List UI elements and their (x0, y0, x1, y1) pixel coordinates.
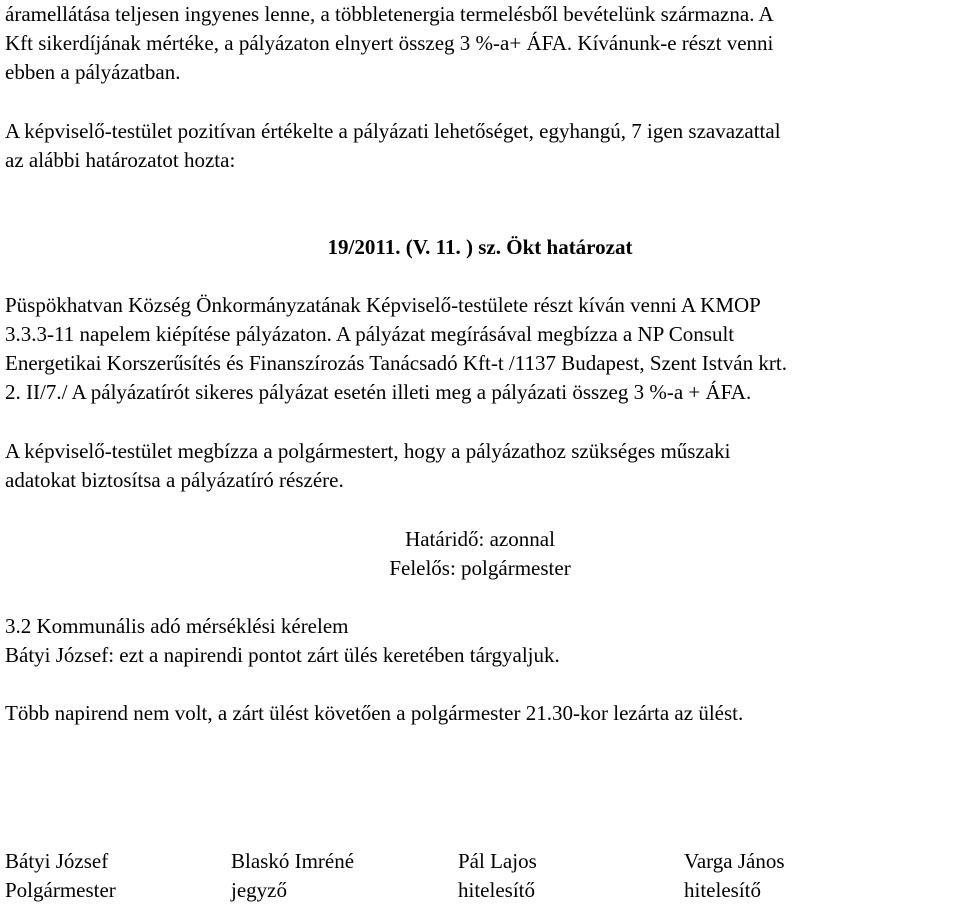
closing-sentence: Több napirend nem volt, a zárt ülést követően a polgármester 21.30-kor lezárta az ülést. (5, 701, 744, 725)
signature-role: hitelesítő (684, 878, 761, 902)
signature-role: hitelesítő (458, 878, 535, 902)
deadline: Határidő: azonnal (405, 527, 555, 551)
paragraph-2-line-2: az alábbi határozatot hozta: (5, 148, 236, 172)
signature-role: Polgármester (5, 878, 116, 902)
resolution-title: 19/2011. (V. 11. ) sz. Ökt határozat (327, 235, 633, 259)
agenda-item-statement: Bátyi József: ezt a napirendi pontot zárt ülés keretében tárgyaljuk. (5, 643, 560, 667)
paragraph-2-line-1: A képviselő-testület pozitívan értékelte a pályázati lehetőséget, egyhangú, 7 igen szavazattal (5, 119, 781, 143)
paragraph-4-line-1: A képviselő-testület megbízza a polgármestert, hogy a pályázathoz szükséges műszaki (5, 439, 731, 463)
signature-name: Bátyi József (5, 849, 109, 873)
paragraph-1-line-1: áramellátása teljesen ingyenes lenne, a többletenergia termelésből bevételünk származna. A (5, 2, 774, 26)
paragraph-1-line-3: ebben a pályázatban. (5, 60, 181, 84)
paragraph-1-line-2: Kft sikerdíjának mértéke, a pályázaton elnyert összeg 3 %-a+ ÁFA. Kívánunk-e részt venni (5, 31, 774, 55)
resolution-line-4: 2. II/7./ A pályázatírót sikeres pályázat esetén illeti meg a pályázati összeg 3 %-a + ÁFA. (5, 380, 752, 404)
agenda-item-heading: 3.2 Kommunális adó mérséklési kérelem (5, 614, 349, 638)
signature-name: Varga János (684, 849, 785, 873)
responsible: Felelős: polgármester (389, 556, 571, 580)
resolution-line-1: Püspökhatvan Község Önkormányzatának Képviselő-testülete részt kíván venni A KMOP (5, 293, 761, 317)
resolution-line-3: Energetikai Korszerűsítés és Finanszírozás Tanácsadó Kft-t /1137 Budapest, Szent István krt. (5, 351, 787, 375)
signature-name: Blaskó Imréné (231, 849, 355, 873)
paragraph-4-line-2: adatokat biztosítsa a pályázatíró részére. (5, 468, 344, 492)
signature-name: Pál Lajos (458, 849, 537, 873)
resolution-line-2: 3.3.3-11 napelem kiépítése pályázaton. A pályázat megírásával megbízza a NP Consult (5, 322, 735, 346)
signature-role: jegyző (231, 878, 287, 902)
